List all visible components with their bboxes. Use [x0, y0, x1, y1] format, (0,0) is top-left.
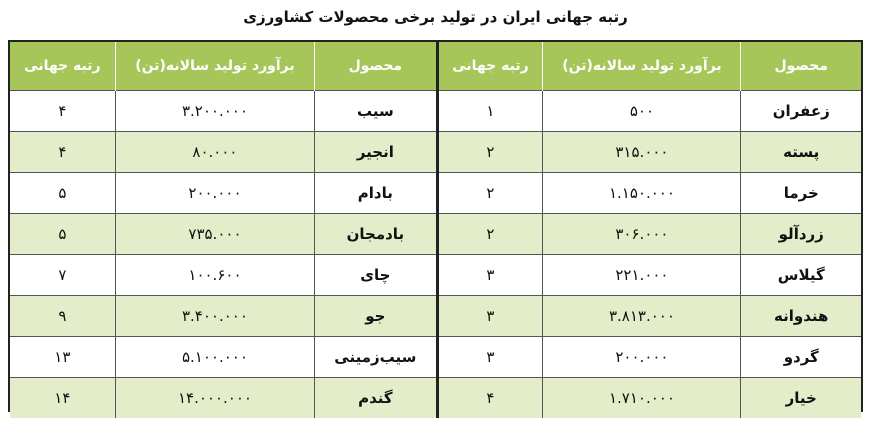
cell-rank: ۲ [437, 214, 543, 255]
table-row [437, 296, 861, 337]
cell-production: ۵۰۰ [543, 91, 741, 132]
cell-production: ۵.۱۰۰.۰۰۰ [115, 337, 314, 378]
cell-product: بادمجان [315, 214, 436, 255]
cell-production: ۱.۷۱۰.۰۰۰ [543, 378, 741, 419]
table-row [10, 255, 436, 296]
cell-product: سیب‌زمینی [315, 337, 436, 378]
cell-rank: ۲ [437, 173, 543, 214]
table-row [437, 337, 861, 378]
cell-rank: ۳ [437, 337, 543, 378]
cell-production: ۱۰۰.۶۰۰ [115, 255, 314, 296]
cell-rank: ۲ [437, 132, 543, 173]
cell-rank: ۱۴ [10, 378, 115, 419]
cell-production: ۳.۸۱۳.۰۰۰ [543, 296, 741, 337]
cell-product: انجیر [315, 132, 436, 173]
table-row [437, 132, 861, 173]
cell-rank: ۴ [437, 378, 543, 419]
table-row [10, 378, 436, 419]
cell-production: ۲۰۰.۰۰۰ [543, 337, 741, 378]
table-header-row [10, 42, 436, 91]
table-row [437, 214, 861, 255]
cell-product: گردو [741, 337, 861, 378]
table-row [10, 173, 436, 214]
cell-product: گیلاس [741, 255, 861, 296]
cell-rank: ۳ [437, 296, 543, 337]
cell-production: ۲۲۱.۰۰۰ [543, 255, 741, 296]
header-rank: رتبه جهانی [10, 42, 115, 91]
cell-rank: ۴ [10, 132, 115, 173]
cell-rank: ۳ [437, 255, 543, 296]
cell-product: پسته [741, 132, 861, 173]
table-row [437, 255, 861, 296]
table-row [10, 132, 436, 173]
cell-product: گندم [315, 378, 436, 419]
table-left [10, 42, 436, 418]
cell-production: ۳.۴۰۰.۰۰۰ [115, 296, 314, 337]
cell-production: ۸۰.۰۰۰ [115, 132, 314, 173]
cell-rank: ۷ [10, 255, 115, 296]
cell-production: ۱۴.۰۰۰.۰۰۰ [115, 378, 314, 419]
header-production: برآورد تولید سالانه(تن) [543, 42, 741, 91]
cell-production: ۲۰۰.۰۰۰ [115, 173, 314, 214]
cell-production: ۷۳۵.۰۰۰ [115, 214, 314, 255]
cell-product: زردآلو [741, 214, 861, 255]
cell-product: هندوانه [741, 296, 861, 337]
header-production: برآورد تولید سالانه(تن) [115, 42, 314, 91]
header-product: محصول [315, 42, 436, 91]
header-rank: رتبه جهانی [437, 42, 543, 91]
table-row [10, 91, 436, 132]
cell-product: خیار [741, 378, 861, 419]
table-row [10, 296, 436, 337]
cell-rank: ۹ [10, 296, 115, 337]
table-right-body [437, 91, 861, 419]
table-row [437, 378, 861, 419]
cell-product: سیب [315, 91, 436, 132]
table-row [437, 91, 861, 132]
cell-product: جو [315, 296, 436, 337]
cell-production: ۳۰۶.۰۰۰ [543, 214, 741, 255]
cell-production: ۳۱۵.۰۰۰ [543, 132, 741, 173]
cell-product: بادام [315, 173, 436, 214]
cell-product: خرما [741, 173, 861, 214]
cell-rank: ۱۳ [10, 337, 115, 378]
cell-product: زعفران [741, 91, 861, 132]
cell-production: ۳.۲۰۰.۰۰۰ [115, 91, 314, 132]
cell-production: ۱.۱۵۰.۰۰۰ [543, 173, 741, 214]
table-row [10, 337, 436, 378]
cell-rank: ۵ [10, 214, 115, 255]
cell-rank: ۵ [10, 173, 115, 214]
table-row [437, 173, 861, 214]
table-right [436, 42, 862, 418]
table-header-row [437, 42, 861, 91]
page-title: رتبه جهانی ایران در تولید برخی محصولات کشاورزی [243, 8, 628, 26]
cell-product: چای [315, 255, 436, 296]
tables-container [8, 40, 863, 412]
table-row [10, 214, 436, 255]
cell-rank: ۱ [437, 91, 543, 132]
cell-rank: ۴ [10, 91, 115, 132]
table-left-body [10, 91, 436, 419]
header-product: محصول [741, 42, 861, 91]
